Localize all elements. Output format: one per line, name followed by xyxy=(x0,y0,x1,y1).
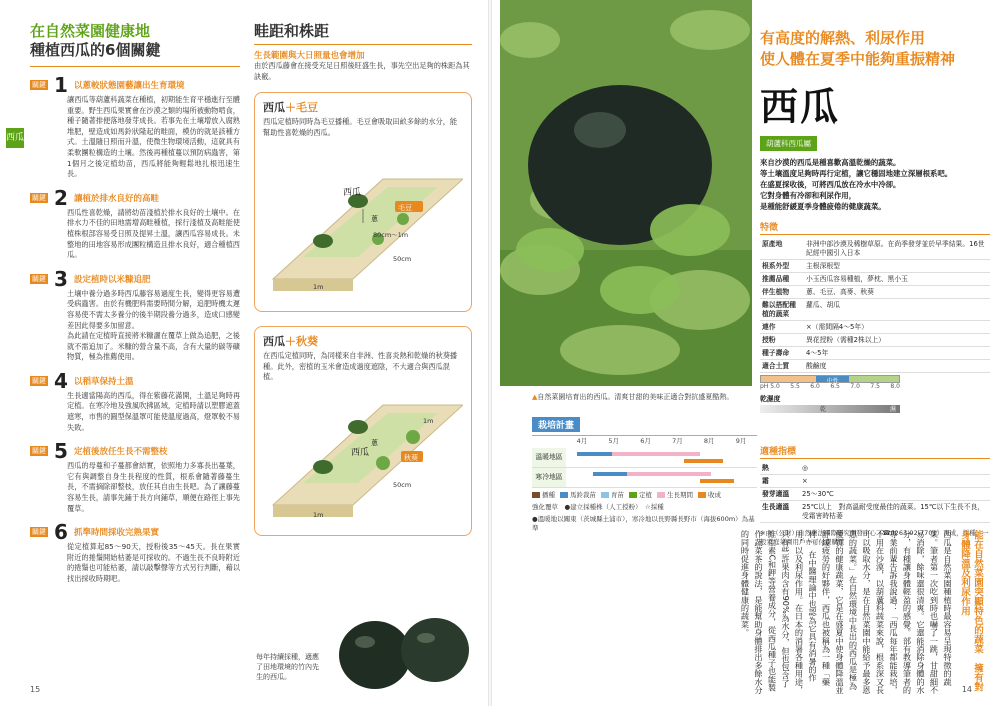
vertical-body-text: 西瓜是自然菜園種植時最容易呈現特徵的蔬菜。筆者第一次吃到時也嚇了一跳，甘甜細不易消除，餘味還很清爽。它還能消除身體的水分，有種讓身體輕盈的感覺。部有教導筆者的專業前輩告訴我說過：「西瓜每年都能栽培，不用在沙漠，以葫蘆科蔬菜來說，根系深又長可以吸取水分，是在自然菜園中能給予最多恩惠的蔬菜。」在自然環境中長出的西瓜是極為優質的健康蔬菜，它是在盛夏中使身體降溫並舒緩疲勞的好夥伴，西瓜也被稱為一種「藥材」。在中醫理論中也認為它具有消暑的作用，以及利尿作用。在日本的消暑各種用途，只有些許果肉含有90%為水分，但也包含了維生素C和鉀等營養成分，從西瓜種子也能製作蔬菜茶的說法，是能幫助身體排出多餘水分的同時促進身體健康的蔬菜。 xyxy=(740,530,953,694)
label-dist2: 50cm xyxy=(393,255,412,264)
plan-legend xyxy=(532,491,757,500)
tip-number: 2 xyxy=(54,185,68,210)
left-page xyxy=(0,0,490,706)
divider xyxy=(30,66,240,67)
plan-note: ●溫暖地以關東（茨城縣土浦市），寒冷地以長野縣長野市（海拔600m）為基準 xyxy=(532,515,755,532)
tip-title: 以稻草保持土溫 xyxy=(74,376,134,387)
diagram-title: 西瓜＋毛豆 xyxy=(263,101,318,115)
summary-bullet: 是種能舒緩夏季身體疲倦的健康蔬菜。 xyxy=(760,202,886,211)
headline-line2: 使人體在夏季中能夠重振精神 xyxy=(760,50,956,68)
tip-title: 設定植時以米糠追肥 xyxy=(74,274,151,285)
melon-icon xyxy=(313,460,333,474)
summary-bullet: 等土壤溫度足夠時再行定植，讓它穩固地建立深層根系吧。 xyxy=(760,169,953,178)
tip-number: 4 xyxy=(54,368,68,393)
dry-wet-bar: 乾 濕 xyxy=(760,405,900,413)
feature-row: 種子壽命 4〜5年 xyxy=(760,347,990,360)
tip-title: 讓植於排水良好的高畦 xyxy=(74,193,160,204)
vertical-heading: 能在自然菜園突顯特色的蔬菜 擁有對身體降溫及利尿作用 xyxy=(959,530,983,692)
photo-caption: ▲自然菜園培育出的西瓜。清爽甘甜的美味正適合對抗盛夏酷熱。 xyxy=(532,393,734,401)
watermelon-field-photo xyxy=(500,0,752,386)
legend-item: 馬鈴裁苗 xyxy=(560,491,596,499)
tip-body: 土壤中養分過多時西瓜藤容易過度生長，變得更容易遭受病蟲害。由於有機肥料需要時間分解，追肥時機太遲容易使不需太多養分的後半期段養分過多，造成口感變差因此得要多加留意。 為此請在定植時直接將米糠灑在覆草上做為追肥，之後就不需追加了。米糠的營含量不高，含有大量的碳等礦物質，極為推薦使用。 xyxy=(67,288,240,362)
care-row: 熱 ◎ xyxy=(760,462,990,475)
family-badge: 葫蘆科西瓜屬 xyxy=(760,136,817,151)
tip-item xyxy=(30,266,240,363)
tip-body: 西瓜性喜乾燥，請將幼苗淺植於排水良好的土壤中。在排水力不佳的田地需增高畦種植，採行淺植及高畦能使植株根部容易受日照及提昇土溫，讓西瓜容易成長。未整地的田地容易形成團粒構造且排水良好，適合種植西瓜。 xyxy=(67,207,240,260)
diagram-box-okra xyxy=(254,326,472,536)
melon-icon xyxy=(348,420,368,434)
care-row: 霜 × xyxy=(760,475,990,488)
plan-grid xyxy=(532,435,757,488)
diagram-text: 在西瓜定植同時，為同樣來自非洲、性喜炎熱和乾燥的秋葵播種。此外，密植的玉米會造成過度遮陰，不大適合與西瓜混植。 xyxy=(263,351,458,382)
tip-number: 1 xyxy=(54,73,68,97)
care-table xyxy=(760,462,990,523)
legend-item: 收成 xyxy=(698,491,721,499)
label-melon: 西瓜 xyxy=(351,448,370,459)
ridge-diagram xyxy=(263,375,463,535)
label-dist1: 80cm〜1m xyxy=(373,231,409,240)
contact-note: ※由（公財）自然農法國際研究開發中心（☎0263-92-7701）育成，採種，一般家庭菜園用戶亦可付費購買 xyxy=(760,529,989,546)
ph-bar: 中性 xyxy=(760,375,900,383)
tip-body: 生長適當陽高的西瓜，得在紫藤花滿開，土溫足夠時再定植。在寒冷地及強風吹拂區域，定植時請以塑膠遮蓋遮寒，市售的圓型保溫罩可能使溫度過高，燈罩較不易失敗。 xyxy=(67,390,240,432)
bean-icon xyxy=(397,213,409,225)
diagram-title: 西瓜＋秋葵 xyxy=(263,335,318,349)
care-row: 生長適溫 25℃以上 對高溫耐受度最佳的蔬菜。15℃以下生長不良，受霜害時枯萎 xyxy=(760,501,990,523)
label-dist1: 1m xyxy=(423,417,434,426)
ph-tick: pH 5.0 xyxy=(760,383,780,390)
diagram-text: 西瓜定植時同時為毛豆播種。毛豆會吸取田畝多餘的水分，能幫助性喜乾燥的西瓜。 xyxy=(263,117,458,137)
tip-item xyxy=(30,522,240,584)
ph-tick: 5.5 xyxy=(790,383,800,390)
plan-month: 9月 xyxy=(735,437,747,445)
label-melon: 西瓜 xyxy=(343,188,362,199)
ph-tick: 6.5 xyxy=(830,383,840,390)
right-page xyxy=(490,0,1000,706)
feature-row: 伴生植物 蔥、毛豆、高麥、秋葵 xyxy=(760,286,990,299)
features-label: 特徵 xyxy=(760,220,990,235)
tip-title: 定植後放任生長不需整枝 xyxy=(74,447,168,458)
tip-title: 以蔥較狀態園藝讓出生育環境 xyxy=(74,81,185,91)
spacing-subtitle: 生長範圍與大日照量也會增加 xyxy=(254,51,365,61)
plan-row-warm: 溫暖地區 xyxy=(532,448,757,468)
ph-tick: 8.0 xyxy=(890,383,900,390)
plan-month: 5月 xyxy=(608,437,620,445)
page-title-line1: 在自然菜園健康地 xyxy=(30,22,151,40)
spacing-title: 畦距和株距 xyxy=(254,22,330,40)
tip-item xyxy=(30,185,240,261)
plan-month: 7月 xyxy=(672,437,683,445)
headline-line1: 有高度的解熱、利尿作用 xyxy=(760,29,926,47)
page-number: 14 xyxy=(961,685,972,694)
page-title-line2: 種植西瓜的6個關鍵 xyxy=(30,41,161,59)
plan-month: 6月 xyxy=(640,437,651,445)
tip-item xyxy=(30,368,240,433)
ph-scale xyxy=(760,383,900,390)
okra-icon xyxy=(376,456,390,470)
tip-item xyxy=(30,441,240,514)
cultivation-plan xyxy=(532,413,757,533)
melon-icon xyxy=(313,234,333,248)
plan-legend-2: 強化覆草 ●建立採種株（人工授粉） ☆採種 xyxy=(532,503,664,511)
feature-row: 原產地 非洲中部沙漠及稀樹草原。在尚季發芽並於早季結果。16世紀經中國引入日本 xyxy=(760,238,990,260)
tip-body: 從定植算起85〜90天，授粉後35〜45天。長在果實附近的捲鬚開始枯萎是可採收的。不過生長不良時附近的捲鬚也可能枯萎，請以敲擊聲等方式另行判斷，藉以找出採收時期吧。 xyxy=(67,542,240,583)
plan-month: 4月 xyxy=(576,437,588,445)
vegetable-title: 西瓜 xyxy=(760,85,841,129)
feature-row: 推薦品種 小玉西瓜容易種植，夢枕、黑小玉 xyxy=(760,273,990,286)
plan-title: 栽培計畫 xyxy=(532,417,580,432)
label-okra: 秋葵 xyxy=(404,454,418,463)
tip-tag: 關鍵 xyxy=(32,193,46,202)
summary-bullet: 來自沙漠的西瓜是種喜歡高溫乾燥的蔬菜。 xyxy=(760,158,901,167)
okra-icon xyxy=(406,430,420,444)
vegetable-header xyxy=(760,28,990,413)
features-table xyxy=(760,238,990,373)
ph-tick: 7.5 xyxy=(870,383,880,390)
tip-body: 讓西瓜等葫蘆科蔬菜在種植，初期能生育平穩進行至體重要。野生西瓜果實會在沙漠之類的場所被動物啃食，種子隨著排便落地發芽成長。若事先在土壤增放入腐熟堆肥，壁造成如馬鈴狀隆起的畦面，模仿的就是該種方式。土溫隨日照而升溫，使微生物環境活動，這就具有柔軟團粒構造的土壤。然後再種植蔓以預防病蟲害，第1個月之後定植幼苗，西瓜將能夠輕鬆地扎根迅速生長。 xyxy=(67,95,240,179)
plan-row-cold: 寒冷地區 xyxy=(532,468,757,488)
care-label: 適種指標 xyxy=(760,444,990,459)
legend-item: 生長期間 xyxy=(657,491,693,499)
ph-tick: 7.0 xyxy=(850,383,860,390)
label-dist3: 1m xyxy=(313,511,324,520)
tip-tag: 關鍵 xyxy=(32,447,46,456)
label-bean: 毛豆 xyxy=(398,204,412,213)
page-number: 15 xyxy=(30,685,41,694)
tips-list xyxy=(30,75,240,585)
tip-tag: 關鍵 xyxy=(32,274,46,283)
diagram-box-edamame xyxy=(254,92,472,312)
melon-photo xyxy=(330,600,480,695)
dry-label: 乾濕度 xyxy=(760,395,781,403)
tip-item xyxy=(30,75,240,180)
tip-number: 3 xyxy=(54,266,68,291)
legend-item: 定植 xyxy=(629,491,652,499)
feature-row: 連作 ×（需間隔4〜5年） xyxy=(760,321,990,334)
tip-tag: 關鍵 xyxy=(32,528,46,537)
side-tab: 西瓜 xyxy=(6,128,24,148)
feature-row: 適合土質 酸鹼度 xyxy=(760,360,990,373)
label-dist3: 1m xyxy=(313,283,324,292)
legend-item: 播種 xyxy=(532,491,555,499)
feature-row: 根系外型 主根深根型 xyxy=(760,260,990,273)
tip-body: 西瓜的母蔓和子蔓都會結實，依照地力多寡長出蔓葉，它有與調整自身生長程度的性質，根系會隨著藤蔓生長，不需摘除卻整枝，放任其自由生長吧。為了讓藤蔓容易生長，請事先鋪于長方向鋪草，順便在路徑上事先覆草。 xyxy=(67,461,240,513)
summary-bullet: 在盛夏採收後，可將西瓜放在冷水中冷卻。 xyxy=(760,180,901,189)
legend-item: 育苗 xyxy=(601,491,624,499)
tip-number: 5 xyxy=(54,439,68,464)
ph-tick: 6.0 xyxy=(810,383,820,390)
label-weed: 蔥 xyxy=(371,439,378,448)
label-dist2: 50cm xyxy=(393,481,412,490)
summary-bullets xyxy=(760,157,990,212)
plan-months xyxy=(532,436,757,448)
divider xyxy=(254,44,472,45)
tip-tag: 關鍵 xyxy=(32,81,46,89)
ridge-diagram xyxy=(263,139,463,309)
feature-row: 授粉 異花授粉（需種2株以上） xyxy=(760,334,990,347)
plan-month: 8月 xyxy=(703,437,715,445)
feature-row: 難以搭配種植的蔬菜 蘿瓜、胡瓜 xyxy=(760,299,990,321)
tip-number: 6 xyxy=(54,520,68,545)
summary-bullet: 它對身體有冷卻和利尿作用， xyxy=(760,191,857,200)
care-row: 發芽適溫 25〜30℃ xyxy=(760,488,990,501)
tip-tag: 關鍵 xyxy=(32,376,46,385)
melon-caption: 每年持續採種，適應了田地環境的竹內先生的西瓜。 xyxy=(256,653,319,681)
label-weed: 蔥 xyxy=(371,215,378,224)
spacing-intro: 由於西瓜藤會在接受充足日照後旺盛生長，事先空出足夠的株距為其訣竅。 xyxy=(254,61,470,81)
tip-title: 抓準時間採收完熟果實 xyxy=(74,528,160,539)
spacing-column xyxy=(254,22,472,536)
tips-column xyxy=(30,22,240,593)
